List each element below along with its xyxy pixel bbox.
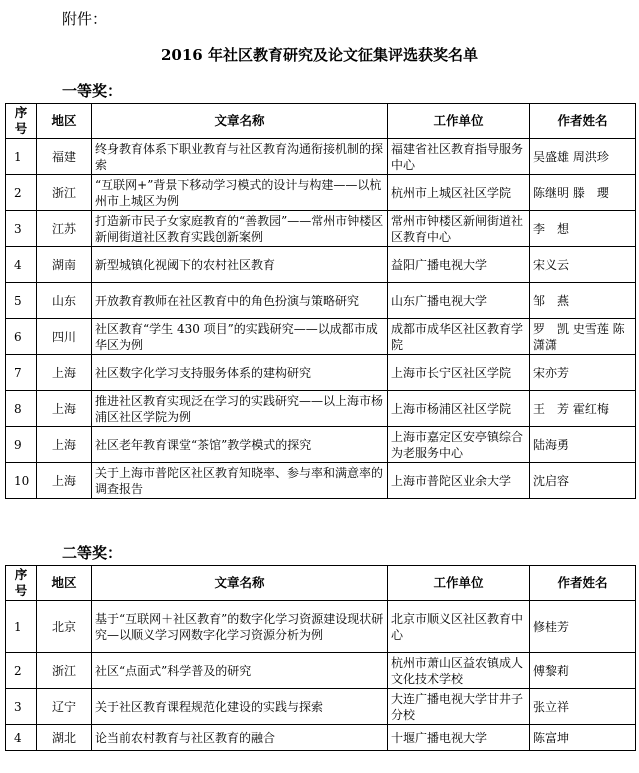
- cell-author: 李 想: [530, 211, 636, 247]
- attachment-label: 附件：: [62, 10, 108, 28]
- header-org: 工作单位: [388, 104, 530, 139]
- cell-no: 5: [6, 283, 37, 319]
- table-row: [6, 139, 636, 175]
- cell-no: 1: [6, 601, 37, 653]
- table-row: [6, 319, 636, 355]
- header-org: 工作单位: [388, 566, 530, 601]
- cell-title: 推进社区教育实现泛在学习的实践研究——以上海市杨浦区社区学院为例: [92, 391, 388, 427]
- table-row: [6, 463, 636, 499]
- cell-author: 陆海勇: [530, 427, 636, 463]
- cell-region: 上海: [37, 355, 92, 391]
- cell-title: 终身教育体系下职业教育与社区教育沟通衔接机制的探索: [92, 139, 388, 175]
- cell-org: 杭州市萧山区益农镇成人文化技术学校: [388, 653, 530, 689]
- cell-author: 张立祥: [530, 689, 636, 725]
- first-prize-heading: 一等奖：: [62, 82, 123, 100]
- document-title: 2016 年社区教育研究及论文征集评选获奖名单: [161, 46, 478, 64]
- cell-author: 吴盛雄 周洪珍: [530, 139, 636, 175]
- cell-region: 江苏: [37, 211, 92, 247]
- cell-title: 论当前农村教育与社区教育的融合: [92, 725, 388, 751]
- cell-region: 浙江: [37, 175, 92, 211]
- cell-org: 益阳广播电视大学: [388, 247, 530, 283]
- cell-author: 宋义云: [530, 247, 636, 283]
- cell-author: 宋亦芳: [530, 355, 636, 391]
- table-row: [6, 211, 636, 247]
- table-row: [6, 247, 636, 283]
- first-prize-table: [5, 103, 636, 499]
- cell-title: 关于社区教育课程规范化建设的实践与探索: [92, 689, 388, 725]
- cell-org: 成都市成华区社区教育学院: [388, 319, 530, 355]
- cell-region: 湖北: [37, 725, 92, 751]
- cell-org: 北京市顺义区社区教育中心: [388, 601, 530, 653]
- header-region: 地区: [37, 104, 92, 139]
- header-no: 序号: [6, 104, 37, 139]
- cell-no: 4: [6, 247, 37, 283]
- cell-author: 傅黎莉: [530, 653, 636, 689]
- cell-title: 基于“互联网＋社区教育”的数字化学习资源建设现状研究—以顺义学习网数字化学习资源分析为例: [92, 601, 388, 653]
- cell-no: 9: [6, 427, 37, 463]
- cell-title: 社区老年教育课堂“茶馆”教学模式的探究: [92, 427, 388, 463]
- cell-author: 陈继明 滕 瓔: [530, 175, 636, 211]
- cell-no: 4: [6, 725, 37, 751]
- table-row: [6, 653, 636, 689]
- table-row: [6, 689, 636, 725]
- cell-no: 2: [6, 175, 37, 211]
- cell-author: 陈富坤: [530, 725, 636, 751]
- cell-no: 10: [6, 463, 37, 499]
- cell-author: 邹 燕: [530, 283, 636, 319]
- cell-title: 开放教育教师在社区教育中的角色扮演与策略研究: [92, 283, 388, 319]
- table-row: [6, 725, 636, 751]
- cell-org: 大连广播电视大学甘井子分校: [388, 689, 530, 725]
- first-prize-rows: [6, 139, 636, 499]
- cell-author: 王 芳 霍红梅: [530, 391, 636, 427]
- table-row: [6, 391, 636, 427]
- cell-region: 上海: [37, 391, 92, 427]
- cell-org: 十堰广播电视大学: [388, 725, 530, 751]
- cell-title: “互联网+”背景下移动学习模式的设计与构建——以杭州市上城区为例: [92, 175, 388, 211]
- header-author: 作者姓名: [530, 104, 636, 139]
- table-header-row: [6, 104, 636, 139]
- cell-no: 3: [6, 689, 37, 725]
- cell-author: 罗 凯 史雪莲 陈潇潇: [530, 319, 636, 355]
- cell-org: 上海市嘉定区安亭镇综合为老服务中心: [388, 427, 530, 463]
- cell-no: 1: [6, 139, 37, 175]
- cell-org: 福建省社区教育指导服务中心: [388, 139, 530, 175]
- header-title: 文章名称: [92, 566, 388, 601]
- second-prize-heading: 二等奖：: [62, 544, 123, 562]
- header-region: 地区: [37, 566, 92, 601]
- table-header-row: [6, 566, 636, 601]
- cell-author: 沈启容: [530, 463, 636, 499]
- cell-title: 新型城镇化视阈下的农村社区教育: [92, 247, 388, 283]
- cell-region: 上海: [37, 427, 92, 463]
- table-row: [6, 175, 636, 211]
- header-title: 文章名称: [92, 104, 388, 139]
- cell-region: 山东: [37, 283, 92, 319]
- second-prize-table: [5, 565, 636, 751]
- header-no: 序号: [6, 566, 37, 601]
- header-author: 作者姓名: [530, 566, 636, 601]
- cell-region: 福建: [37, 139, 92, 175]
- cell-title: 社区“点面式”科学普及的研究: [92, 653, 388, 689]
- cell-region: 四川: [37, 319, 92, 355]
- table-row: [6, 283, 636, 319]
- cell-author: 修桂芳: [530, 601, 636, 653]
- cell-org: 杭州市上城区社区学院: [388, 175, 530, 211]
- cell-region: 北京: [37, 601, 92, 653]
- cell-no: 2: [6, 653, 37, 689]
- cell-title: 打造新市民子女家庭教育的“善教园”——常州市钟楼区新闸街道社区教育实践创新案例: [92, 211, 388, 247]
- cell-region: 上海: [37, 463, 92, 499]
- cell-no: 6: [6, 319, 37, 355]
- cell-no: 7: [6, 355, 37, 391]
- cell-region: 浙江: [37, 653, 92, 689]
- cell-org: 上海市杨浦区社区学院: [388, 391, 530, 427]
- cell-title: 社区教育“学生 430 项目”的实践研究——以成都市成华区为例: [92, 319, 388, 355]
- table-row: [6, 601, 636, 653]
- cell-title: 关于上海市普陀区社区教育知晓率、参与率和满意率的调查报告: [92, 463, 388, 499]
- table-row: [6, 355, 636, 391]
- cell-org: 上海市长宁区社区学院: [388, 355, 530, 391]
- cell-org: 上海市普陀区业余大学: [388, 463, 530, 499]
- cell-org: 山东广播电视大学: [388, 283, 530, 319]
- table-row: [6, 427, 636, 463]
- second-prize-rows: [6, 601, 636, 751]
- cell-no: 8: [6, 391, 37, 427]
- cell-region: 湖南: [37, 247, 92, 283]
- cell-org: 常州市钟楼区新闸街道社区教育中心: [388, 211, 530, 247]
- cell-title: 社区数字化学习支持服务体系的建构研究: [92, 355, 388, 391]
- cell-no: 3: [6, 211, 37, 247]
- cell-region: 辽宁: [37, 689, 92, 725]
